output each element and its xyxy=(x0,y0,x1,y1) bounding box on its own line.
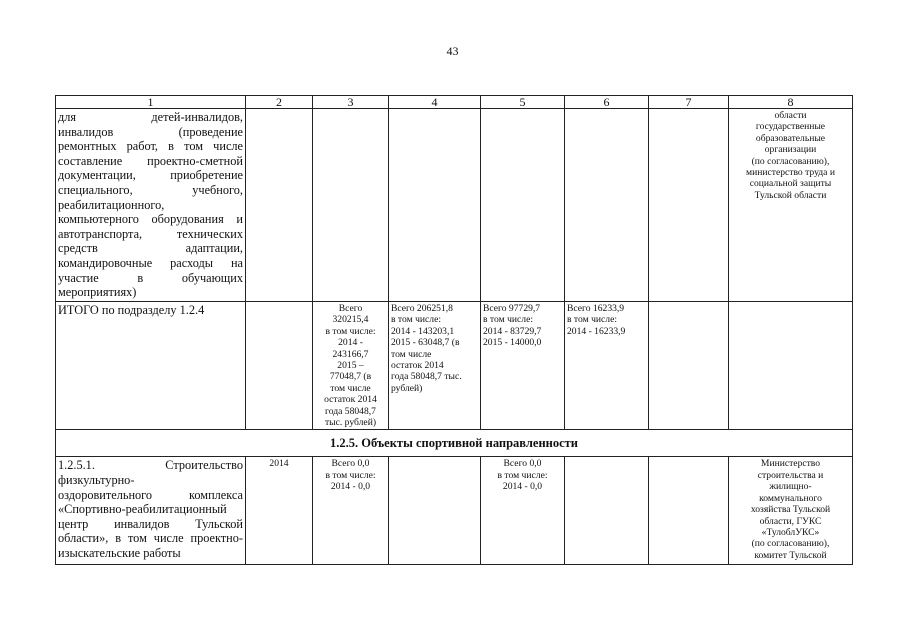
regional-funding-cell xyxy=(481,302,565,430)
text-line: года 58048,7 xyxy=(325,405,376,417)
empty-cell xyxy=(649,302,729,430)
text-line: 1.2.5.1. Строительство xyxy=(58,458,243,473)
activity-description-cell xyxy=(56,457,246,565)
text-line: коммунального xyxy=(759,492,822,504)
table-row xyxy=(56,457,853,565)
text-line: социальной защиты xyxy=(749,178,832,190)
text-line: в том числе: xyxy=(325,325,376,337)
text-line: рублей) xyxy=(391,382,423,394)
page-number: 43 xyxy=(446,44,459,58)
text-line: Всего xyxy=(338,303,363,314)
empty-cell xyxy=(246,109,313,302)
text-line: участие в обучающих xyxy=(58,270,243,285)
text-line: 320215,4 xyxy=(332,314,369,326)
text-line: (по согласованию), xyxy=(751,155,830,167)
text-line: остаток 2014 xyxy=(324,394,377,406)
text-line: образовательные xyxy=(755,132,826,144)
text-line: Всего 16233,9 xyxy=(567,303,625,314)
empty-cell xyxy=(729,302,853,430)
empty-cell xyxy=(565,109,649,302)
empty-cell xyxy=(649,109,729,302)
text-line: жилищно- xyxy=(769,481,812,493)
text-line: Всего 206251,8 xyxy=(391,303,453,314)
text-line: составление проектно-сметной xyxy=(58,153,243,168)
text-line: в том числе: xyxy=(391,314,442,326)
text-line: документации, приобретение xyxy=(58,168,243,183)
text-line: командировочные расходы на xyxy=(58,255,243,270)
text-line: физкультурно- xyxy=(58,473,135,488)
empty-cell xyxy=(246,302,313,430)
text-line: Всего 0,0 xyxy=(503,458,542,470)
text-line: «ТулоблУКС» xyxy=(761,526,820,538)
column-header-7: 7 xyxy=(649,96,729,109)
empty-cell xyxy=(389,457,481,565)
column-header-3: 3 xyxy=(313,96,389,109)
text-line: том числе xyxy=(391,348,432,360)
text-line: хозяйства Тульской xyxy=(750,504,831,516)
text-line: автотранспорта, технических xyxy=(58,226,243,241)
executors-cell xyxy=(729,457,853,565)
executors-cell xyxy=(729,109,853,302)
text-line: 2014 - 0,0 xyxy=(330,481,371,493)
text-line: 2015 – xyxy=(337,360,364,372)
activity-description-cell xyxy=(56,109,246,302)
section-title: 1.2.5. Объекты спортивной направленности xyxy=(56,430,853,457)
column-header-1: 1 xyxy=(56,96,246,109)
text-line: области», в том числе проектно- xyxy=(58,531,243,546)
empty-cell xyxy=(313,109,389,302)
text-line: оздоровительного комплекса xyxy=(58,487,243,502)
text-line: «Спортивно-реабилитационный xyxy=(58,502,227,517)
text-line: 77048,7 (в xyxy=(329,371,372,383)
text-line: года 58048,7 тыс. xyxy=(391,371,462,383)
text-line: в том числе: xyxy=(325,469,376,481)
text-line: 2015 - 63048,7 (в xyxy=(391,337,460,349)
text-line: организации xyxy=(764,144,817,156)
text-line: государственные xyxy=(755,121,826,133)
text-line: специального, учебного, xyxy=(58,182,243,197)
text-line: в том числе: xyxy=(567,314,618,326)
text-line: (по согласованию), xyxy=(751,538,830,550)
empty-cell xyxy=(389,109,481,302)
text-line: центр инвалидов Тульской xyxy=(58,516,243,531)
text-line: инвалидов (проведение xyxy=(58,124,243,139)
program-table xyxy=(55,95,853,565)
text-line: строительства и xyxy=(757,469,824,481)
table-row xyxy=(56,109,853,302)
empty-cell xyxy=(565,457,649,565)
column-header-2: 2 xyxy=(246,96,313,109)
text-line: Министерство xyxy=(760,458,821,470)
text-line: в том числе: xyxy=(483,314,534,326)
text-line: 2014 - 83729,7 xyxy=(483,325,542,337)
column-header-6: 6 xyxy=(565,96,649,109)
total-funding-cell xyxy=(313,457,389,565)
text-line: 243166,7 xyxy=(332,348,369,360)
year-cell: 2014 xyxy=(246,457,313,565)
total-funding-cell xyxy=(313,302,389,430)
empty-cell xyxy=(649,457,729,565)
text-line: реабилитационного, xyxy=(58,197,165,212)
column-header-8: 8 xyxy=(729,96,853,109)
table-row-total xyxy=(56,302,853,430)
text-line: комитет Тульской xyxy=(754,549,827,561)
text-line: Всего 0,0 xyxy=(331,458,370,470)
text-line: министерство труда и xyxy=(746,167,835,179)
text-line: ремонтных работ, в том числе xyxy=(58,139,243,154)
text-line: остаток 2014 xyxy=(391,360,444,372)
text-line: 2014 - 16233,9 xyxy=(567,325,626,337)
text-line: для детей-инвалидов, xyxy=(58,110,243,124)
text-line: в том числе: xyxy=(497,469,548,481)
text-line: 2014 - xyxy=(338,337,363,349)
text-line: 2014 - 143203,1 xyxy=(391,325,455,337)
column-header-4: 4 xyxy=(389,96,481,109)
text-line: тыс. рублей) xyxy=(324,417,377,429)
federal-funding-cell xyxy=(389,302,481,430)
text-line: изыскательские работы xyxy=(58,546,181,561)
section-row xyxy=(56,430,853,457)
text-line: 2015 - 14000,0 xyxy=(483,337,542,349)
empty-cell xyxy=(481,109,565,302)
column-header-5: 5 xyxy=(481,96,565,109)
text-line: Всего 97729,7 xyxy=(483,303,541,314)
text-line: компьютерного оборудования и xyxy=(58,212,243,227)
text-line: Тульской области xyxy=(754,189,827,201)
regional-funding-cell xyxy=(481,457,565,565)
text-line: средств адаптации, xyxy=(58,241,243,256)
text-line: области, ГУКС xyxy=(759,515,822,527)
local-funding-cell xyxy=(565,302,649,430)
header-row xyxy=(56,96,853,109)
text-line: 2014 - 0,0 xyxy=(502,481,543,493)
text-line: том числе xyxy=(330,382,371,394)
total-label-cell: ИТОГО по подразделу 1.2.4 xyxy=(56,302,246,430)
text-line: области xyxy=(774,110,807,121)
text-line: мероприятиях) xyxy=(58,285,137,300)
